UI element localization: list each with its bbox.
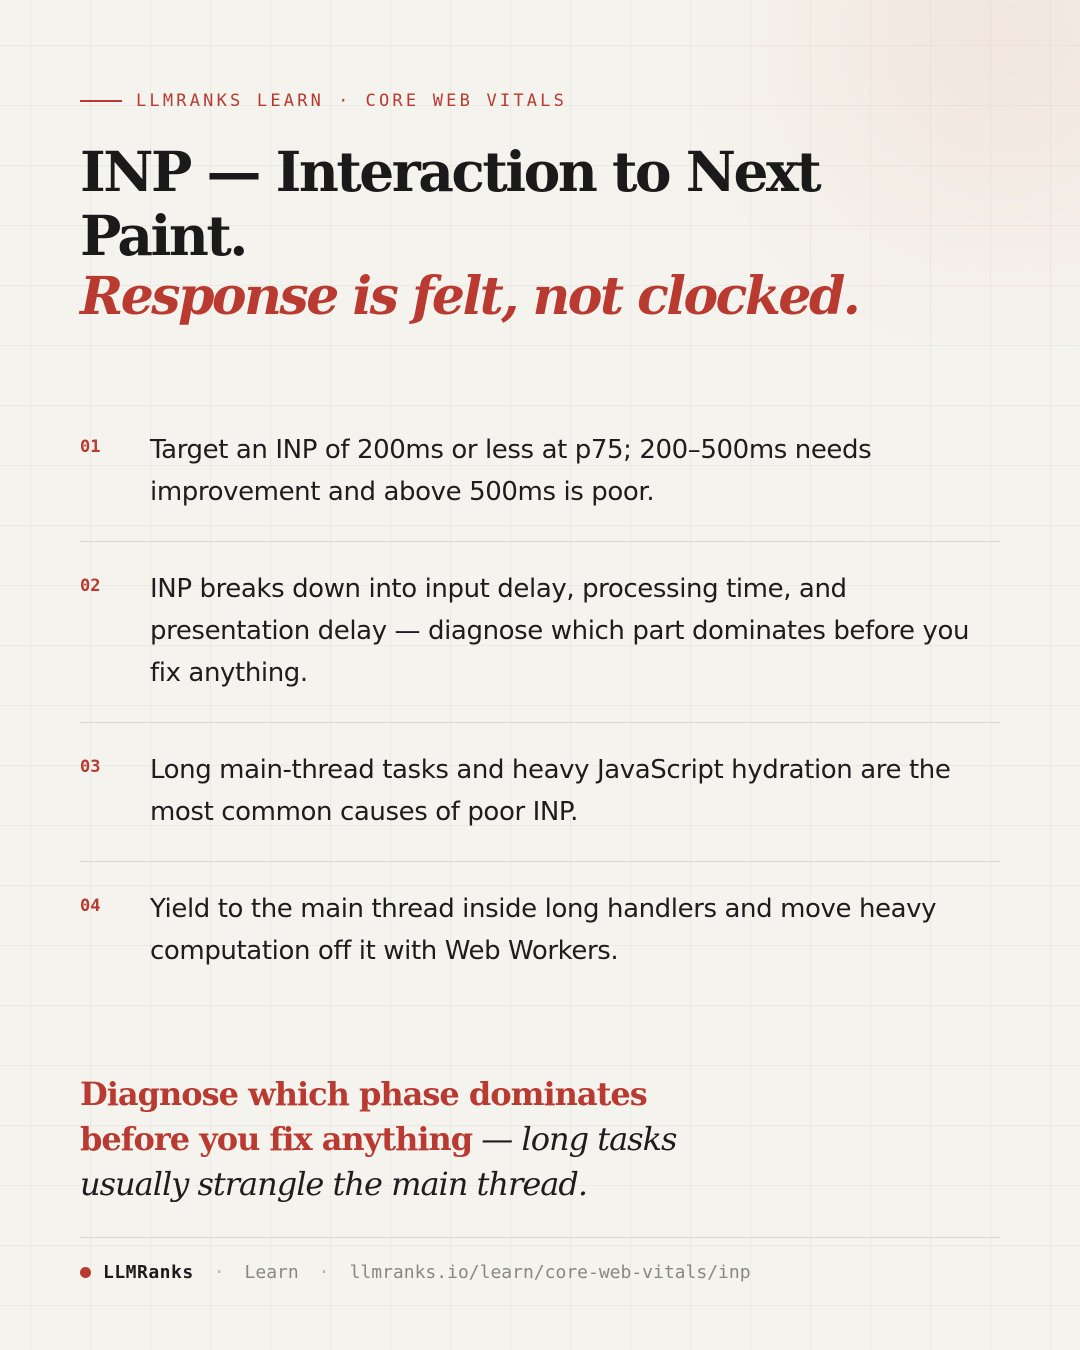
item-number: 04 xyxy=(80,896,101,916)
brand-dot-icon xyxy=(80,1267,91,1278)
footer xyxy=(80,1262,751,1283)
item-number: 02 xyxy=(80,576,101,596)
quote-rest: — long tasks usually strangle the main thread. xyxy=(80,1120,677,1203)
footer-section[interactable]: Learn xyxy=(244,1262,299,1283)
page-subtitle: Response is felt, not clocked. xyxy=(80,266,859,327)
item-text: Long main-thread tasks and heavy JavaScript hydration are the most common causes of poor INP. xyxy=(150,755,951,827)
footer-url[interactable]: llmranks.io/learn/core-web-vitals/inp xyxy=(349,1262,751,1283)
footer-brand[interactable]: LLMRanks xyxy=(103,1262,194,1283)
eyebrow-rule xyxy=(80,100,122,102)
eyebrow-section: CORE WEB VITALS xyxy=(365,91,568,111)
key-points-list xyxy=(80,405,1000,1000)
item-number: 01 xyxy=(80,437,101,457)
eyebrow-separator: · xyxy=(338,91,352,111)
eyebrow xyxy=(80,91,567,111)
item-text: Yield to the main thread inside long handlers and move heavy computation off it with Web Workers. xyxy=(150,894,937,966)
footer-divider xyxy=(80,1237,1000,1238)
item-text: Target an INP of 200ms or less at p75; 200–500ms needs improvement and above 500ms is poor. xyxy=(150,435,872,507)
quote-emphasis: Diagnose which phase dominates before you fix anything xyxy=(80,1075,647,1158)
list-item xyxy=(80,405,1000,541)
footer-separator: · xyxy=(318,1262,330,1283)
page-title: INP — Interaction to Next Paint. xyxy=(80,139,820,268)
list-item xyxy=(80,722,1000,861)
list-item xyxy=(80,541,1000,722)
list-item xyxy=(80,861,1000,1000)
item-number: 03 xyxy=(80,757,101,777)
pull-quote xyxy=(80,1072,720,1207)
footer-separator: · xyxy=(213,1262,225,1283)
eyebrow-brand: LLMRANKS LEARN xyxy=(136,91,325,111)
item-text: INP breaks down into input delay, processing time, and presentation delay — diagnose which part dominates before you fix anything. xyxy=(150,574,970,688)
